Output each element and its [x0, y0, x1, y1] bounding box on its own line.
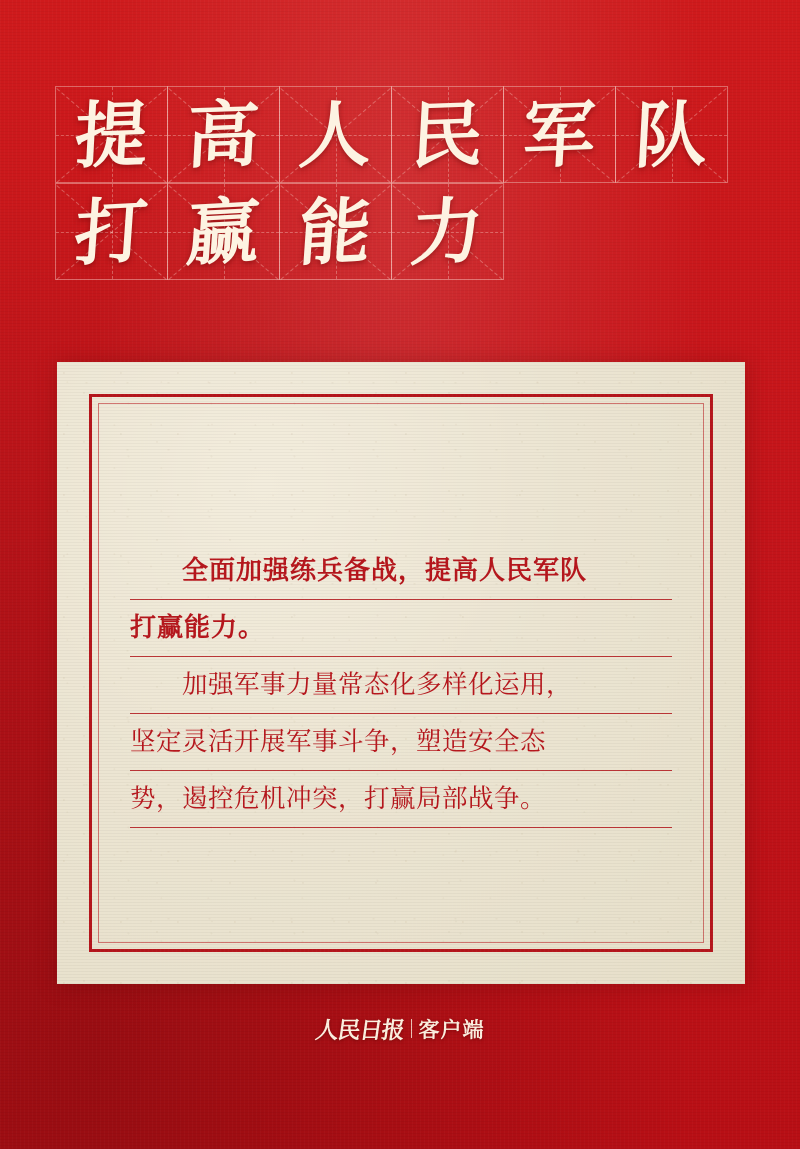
- headline-glyph: 提: [73, 90, 150, 178]
- headline-row-1: [55, 86, 745, 183]
- paragraph-line: [130, 771, 672, 828]
- glyph-cell: [503, 86, 616, 183]
- paragraph-line-text: 坚定灵活开展军事斗争，塑造安全态: [130, 727, 547, 757]
- headline-glyph: 打: [72, 186, 151, 276]
- peoples-daily-logo: 人民日报: [313, 1017, 406, 1044]
- paragraph-line-text: 加强军事力量常态化多样化运用，: [182, 670, 573, 700]
- app-name-label: 客户端: [418, 1016, 485, 1042]
- headline-glyph: 赢: [184, 186, 263, 276]
- glyph-cell: [615, 86, 728, 183]
- paragraph-line: [130, 657, 672, 714]
- card-border-frame: [89, 394, 713, 952]
- glyph-cell: [391, 183, 504, 280]
- paragraph-line-text: 势，遏控危机冲突，打赢局部战争。: [130, 784, 547, 814]
- footer-brand: [0, 1012, 800, 1045]
- headline-glyph: 力: [408, 186, 487, 276]
- headline-glyph: 军: [521, 90, 598, 178]
- footer-brand-inner: [313, 1012, 485, 1045]
- glyph-cell: [55, 183, 168, 280]
- glyph-cell: [55, 86, 168, 183]
- glyph-cell: [279, 183, 392, 280]
- logo-divider-icon: [411, 1019, 412, 1038]
- headline-calligraphy-grid: [55, 86, 745, 280]
- glyph-cell: [167, 183, 280, 280]
- card-body-text: [130, 543, 672, 828]
- headline-row-2: [55, 183, 745, 280]
- lead-line-text: 打赢能力。: [130, 613, 266, 643]
- quote-card: [57, 362, 745, 984]
- headline-glyph: 人: [297, 90, 374, 178]
- headline-glyph: 高: [185, 90, 262, 178]
- lead-line: [130, 543, 672, 600]
- lead-line-text: 全面加强练兵备战，提高人民军队: [182, 556, 588, 586]
- glyph-cell: [167, 86, 280, 183]
- headline-glyph: 能: [296, 186, 375, 276]
- headline-glyph: 队: [633, 90, 710, 178]
- glyph-cell: [279, 86, 392, 183]
- paragraph-line: [130, 714, 672, 771]
- headline-glyph: 民: [409, 90, 486, 178]
- glyph-cell: [391, 86, 504, 183]
- lead-line: [130, 600, 672, 657]
